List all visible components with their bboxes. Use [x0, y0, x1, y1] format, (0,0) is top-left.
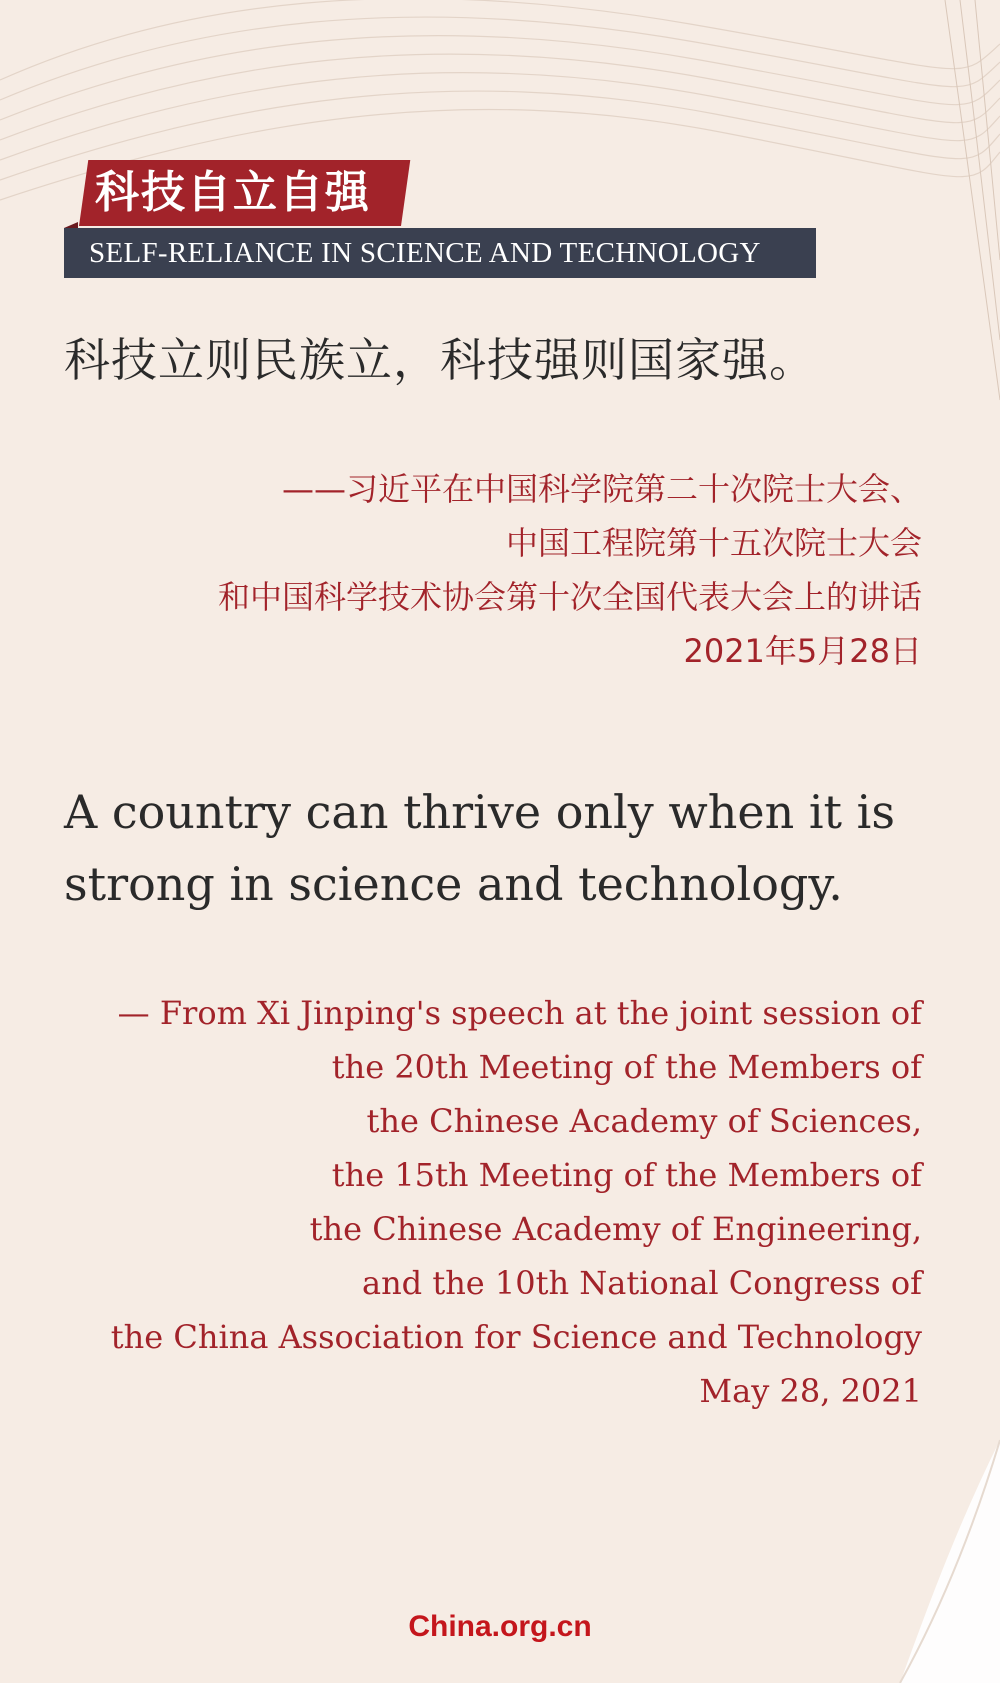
attribution-en-date: May 28, 2021 [699, 1372, 922, 1410]
attribution-en-line: the Chinese Academy of Sciences, [366, 1102, 922, 1140]
quote-en-line: strong in science and technology. [64, 857, 843, 911]
attribution-en-line: the China Association for Science and Technology [110, 1318, 922, 1356]
attribution-cn [62, 462, 922, 678]
page-curl [900, 1440, 1000, 1683]
attribution-cn-line: 中国工程院第十五次院士大会 [505, 524, 922, 562]
attribution-cn-line: ——习近平在中国科学院第二十次院士大会、 [281, 470, 922, 508]
attribution-en-line: the 20th Meeting of the Members of [331, 1048, 922, 1086]
attribution-cn-line: 和中国科学技术协会第十次全国代表大会上的讲话 [217, 578, 922, 616]
wave-lines-right [945, 0, 1000, 400]
attribution-en-line: the Chinese Academy of Engineering, [309, 1210, 922, 1248]
title-cn: 科技自立自强 [95, 167, 371, 218]
quote-en [64, 776, 944, 920]
china-org-cn-logo[interactable]: China.org.cn [408, 1610, 592, 1643]
attribution-en-line: — From Xi Jinping's speech at the joint session of [117, 994, 922, 1032]
attribution-en [42, 986, 922, 1418]
attribution-cn-date: 2021年5月28日 [683, 632, 922, 670]
attribution-en-line: the 15th Meeting of the Members of [331, 1156, 922, 1194]
attribution-en-line: and the 10th National Congress of [361, 1264, 922, 1302]
quote-en-line: A country can thrive only when it is [64, 785, 895, 839]
quote-cn: 科技立则民族立，科技强则国家强。 [64, 333, 816, 387]
title-en: SELF-RELIANCE IN SCIENCE AND TECHNOLOGY [89, 237, 761, 269]
